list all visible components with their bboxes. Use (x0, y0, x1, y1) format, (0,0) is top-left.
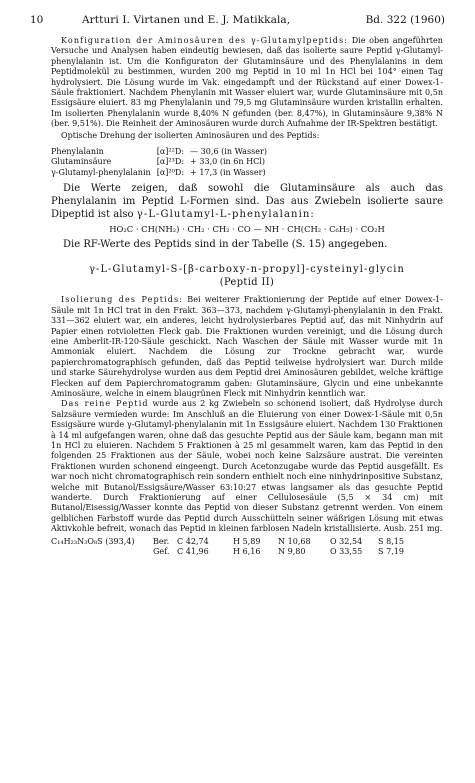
rotation-value: + 17,3 (in Wasser) (190, 167, 266, 177)
section-title (51, 263, 443, 289)
analysis-o: O 32,54 (330, 536, 363, 546)
analysis-s: S 7,19 (378, 547, 404, 557)
analysis-label: Ber. (153, 536, 170, 546)
paragraph-text: Bei weiterer Fraktionierung der Peptide auf einer Dowex-1-Säule mit 1n HCl trat in den Frakt. 363—373, nachdem γ-Glutamyl-phenylalanin in den Frakt. 331—362 eluiert war, ein anderes, leicht hydrolysierbares Peptid auf, das mit Ninhydrin auf Papier einen rotvioletten Fleck gab. Die Fraktionen wurden vereinigt, und die Lösung durch eine Amberlit-IR-120-Säule geschickt. Nach Waschen der Säule mit Wasser wurde mit 1n Ammoniak eluiert. Nachdem die Lösung zur Trockne gebracht war, wurde papierchromatographisch gefunden, daß das Peptid teilweise hydrolysiert war. Durch milde und starke Säurehydrolyse wurden aus dem Peptid drei Aminosäuren gebildet, welche kräftige Flecken auf dem Papierchromatogramm gaben: Glutaminsäure, Glycin und eine unbekannte Aminosäure, welche in einem blaugrünen Fleck mit Ninhydrin kenntlich war. (51, 295, 443, 398)
compound-name: γ-Glutamyl-phenylalanin (51, 167, 151, 177)
rotation-symbol: [α]²⁰D: (156, 167, 185, 177)
paragraph-text: wurde aus 2 kg Zwiebeln so schonend isoliert, daß Hydrolyse durch Salzsäure vermieden wurde: Im Anschluß an die Eluierung von einer Dowex-1-Säule mit 0,5n Essigsäure wurde γ-Glutamyl-phenylalanin mit 1n Essigsäure eluiert. Nachdem 130 Fraktionen à 14 ml aufgefangen waren, ohne daß das gesuchte Peptid aus der Säule kam, begann man mit 1n HCl zu eluieren. Nachdem 5 Fraktionen à 25 ml gesammelt waren, kam das Peptid in den folgenden 25 Fraktionen aus der Säule, wobei noch keine Salzsäure austrat. Die vereinten Fraktionen wurden schonend eingeengt. Durch Acetonzugabe wurde das Peptid ausgefällt. Es war noch nicht chromatographisch rein sondern enthielt noch eine ninhydrinpositive Substanz, welche mit Butanol/Essigsäure/Wasser 63:10:27 etwas langsamer als das gesuchte Peptid wanderte. Durch Fraktionierung auf einer Cellulosesäule (5,5 × 34 cm) mit Butanol/Eisessig/Wasser konnte das Peptid von dieser Substanz getrennt werden. Von einem gelblichen Farbstoff wurde das Peptid durch Ausschütteln seiner wäßrigen Lösung mit etwas Aktivkohle befreit, wonach das Peptid in kleinen farblosen Nadeln kristallisierte. Ausb. 251 mg. (51, 399, 443, 534)
analysis-n: N 10,68 (278, 536, 311, 546)
page-number: 10 (30, 14, 44, 26)
paragraph-text: Die oben angeführten Versuche und Analysen haben eindeutig bewiesen, daß das isolierte saure Peptid γ-Glutamyl-phenylalanin ist. Um die Konfiguraton der Glutaminsäure und des Phenylalanins in dem Peptidmolekül zu bestimmen, wurden 200 mg Peptid in 10 ml 1n HCl bei 104° einen Tag hydrolysiert. Die Lösung wurde im Vak. eingedampft und der Rückstand auf einer Dowex-1-Säule fraktioniert. Nachdem Phenylanin mit Wasser eluiert war, wurde Glutaminsäure mit 0,5n Essigsäure eluiert. 83 mg Phenylalanin und 79,5 mg Glutaminsäure wurden kristallin erhalten. Im isolierten Phenylalanin wurde 8,40% N gefunden (ber. 8,47%), in Glutaminsäure 9,38% N (ber. 9,51%). Die Reinheit der Aminosäuren wurde durch Aufnahme der IR-Spektren bestätigt. (51, 36, 443, 129)
optical-rotation-table (51, 147, 273, 178)
volume-info: Bd. 322 (1960) (365, 14, 445, 26)
analysis-row-gef (51, 547, 443, 557)
rotation-value: — 30,6 (in Wasser) (190, 147, 267, 157)
table-row (51, 147, 273, 157)
configuration-paragraph (51, 36, 443, 130)
analysis-c: C 41,96 (177, 547, 209, 557)
running-title: Artturi I. Virtanen und E. J. Matikkala, (82, 14, 291, 26)
compound-name: Phenylalanin (51, 147, 104, 157)
rf-paragraph: Die RF-Werte des Peptids sind in der Tabelle (S. 15) angegeben. (63, 239, 388, 251)
paragraph-lead: Isolierung des Peptids: (61, 295, 184, 305)
section-title-line1: γ-L-Glutamyl-S-[β-carboxy-n-propyl]-cysteinyl-glycin (89, 264, 405, 276)
rotation-symbol: [α]²²D: (156, 147, 185, 157)
analysis-n: N 9,80 (278, 547, 306, 557)
conclusion-block (51, 182, 443, 251)
conclusion-paragraph (51, 182, 443, 221)
elemental-analysis (51, 537, 443, 558)
analysis-row-ber (51, 537, 443, 547)
analysis-c: C 42,74 (177, 536, 209, 546)
molecular-formula: C₁₄H₂₃N₃O₈S (393,4) (51, 536, 135, 546)
paragraph-lead: Konfiguration der Aminosäuren des γ-Glutamylpeptids: (61, 36, 349, 45)
pure-peptide-paragraph (51, 399, 443, 534)
analysis-o: O 33,55 (330, 547, 363, 557)
structural-formula: HO₂C · CH(NH₂) · CH₂ · CH₂ · CO — NH · CH(CH₂ · C₆H₅) · CO₂H (109, 224, 385, 235)
rotation-symbol: [α]²³D: (156, 157, 185, 167)
isolation-paragraph (51, 295, 443, 399)
conclusion-text: Die Werte zeigen, daß sowohl die Glutaminsäure als auch das Phenylalanin im Peptid L-Formen sind. Das aus Zwiebeln isolierte saure Dipeptid ist also (51, 183, 443, 221)
section-title-line2: (Peptid II) (219, 277, 275, 289)
table-row (51, 168, 273, 178)
compound-name: Glutaminsäure (51, 157, 112, 167)
dipeptid-name: γ-L-Glutamyl-L-phenylalanin: (136, 209, 315, 221)
rotation-value: + 33,0 (in 6n HCl) (190, 157, 266, 167)
article-body (51, 36, 443, 557)
analysis-h: H 6,16 (233, 547, 261, 557)
analysis-s: S 8,15 (378, 536, 404, 546)
analysis-label: Gef. (153, 547, 170, 557)
analysis-h: H 5,89 (233, 536, 261, 546)
table-row (51, 157, 273, 167)
paragraph-lead: Das reine Peptid (61, 399, 149, 409)
rotation-intro: Optische Drehung der isolierten Aminosäuren und des Peptids: (61, 130, 320, 140)
